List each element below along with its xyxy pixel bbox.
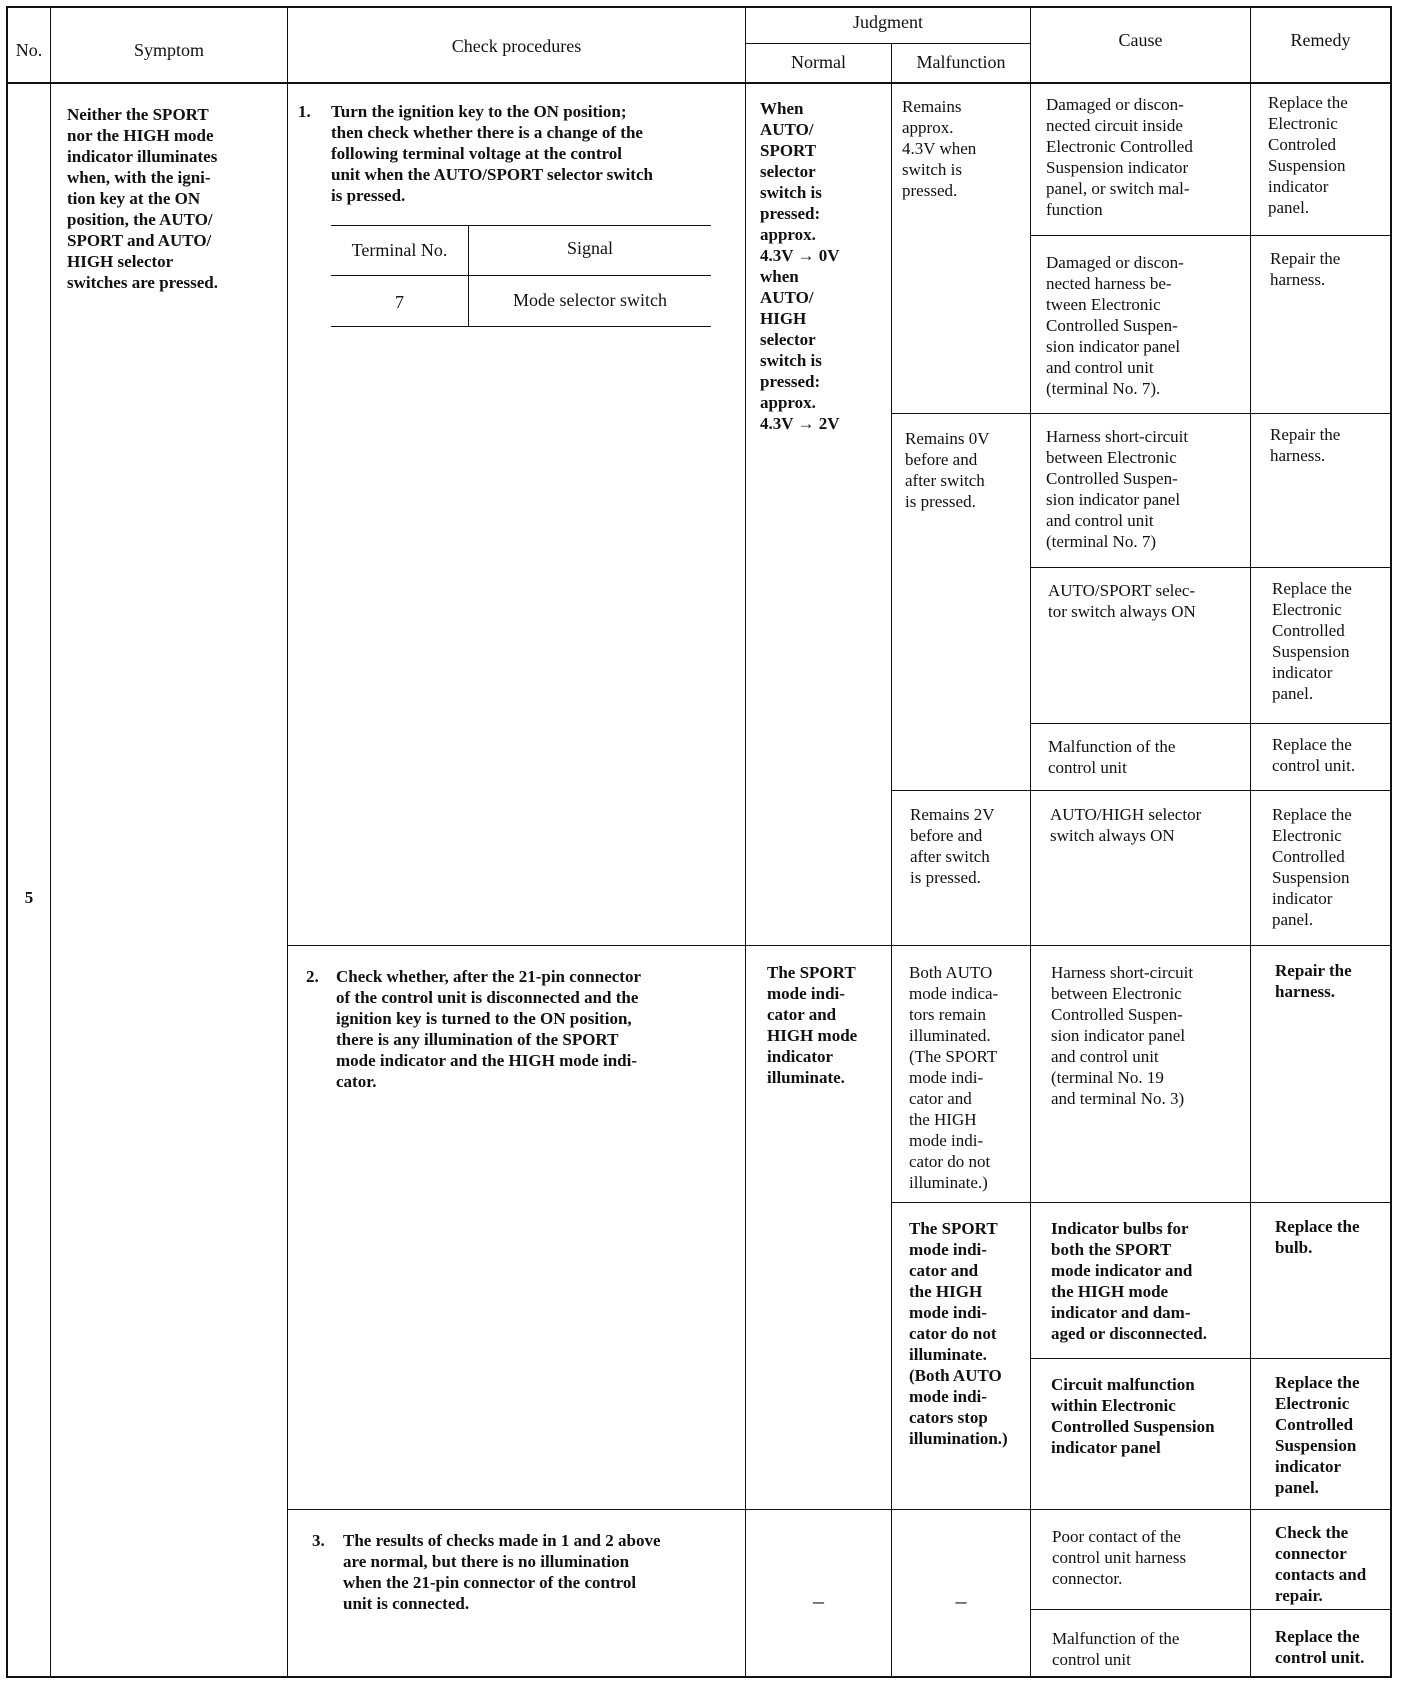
table-border-top (6, 6, 1392, 8)
cause-divider-2 (1030, 567, 1392, 568)
header-normal: Normal (791, 52, 846, 72)
check-1-remedy-4: Replace the Electronic Controlled Suspension indicator panel. (1272, 579, 1352, 703)
header-divider (6, 82, 1392, 84)
check-3-malfunction: – (955, 1588, 967, 1613)
header-cause: Cause (1118, 30, 1163, 50)
terminal-header-signal: Signal (566, 238, 613, 258)
malfunction-divider-1 (891, 413, 1392, 414)
header-malfunction: Malfunction (916, 52, 1006, 72)
table-border-bottom (6, 1676, 1392, 1678)
table-border-left (6, 6, 8, 1678)
check-3-remedy-2: Replace the control unit. (1275, 1627, 1365, 1667)
col-divider-symptom (287, 6, 288, 1678)
col-divider-malfunction (1030, 6, 1031, 1678)
check-2-cause-3: Circuit malfunction within Electronic Controlled Suspension indicator panel (1051, 1375, 1215, 1457)
header-no: No. (15, 40, 43, 60)
check-3-cause-1: Poor contact of the control unit harness connector. (1052, 1527, 1187, 1588)
check-1-remedy-2: Repair the harness. (1270, 249, 1341, 289)
col-divider-cause (1250, 6, 1251, 1678)
header-symptom: Symptom (133, 40, 204, 60)
check-1-cause-6: AUTO/HIGH selector switch always ON (1050, 805, 1202, 845)
check-2-cause-2: Indicator bulbs for both the SPORT mode indicator and the HIGH mode indicator and dam- aged or disconnected. (1051, 1219, 1207, 1343)
check-2-text: Check whether, after the 21-pin connector of the control unit is disconnected and the ignition key is turned to the ON position, there is any illumination of the SPORT mode indicator and the HIGH mode indi- cator. (336, 967, 642, 1091)
check-1-cause-3: Harness short-circuit between Electronic Controlled Suspen- sion indicator panel and control unit (terminal No. 7) (1046, 427, 1189, 551)
section-divider-3 (287, 1509, 1392, 1510)
row-number: 5 (24, 888, 34, 907)
check-1-remedy-3: Repair the harness. (1270, 425, 1341, 465)
table-border-right (1390, 6, 1392, 1678)
col-divider-no (50, 6, 51, 1678)
check-2-number: 2. (306, 967, 319, 986)
col-divider-normal (891, 44, 892, 1678)
cause-divider-1 (1030, 235, 1392, 236)
check-3-cause-2: Malfunction of the control unit (1052, 1629, 1180, 1669)
check-2-cause-1: Harness short-circuit between Electronic Controlled Suspen- sion indicator panel and control unit (terminal No. 19 and terminal No. 3) (1051, 963, 1194, 1108)
check-2-malfunction-2: The SPORT mode indi- cator and the HIGH mode indi- cator do not illuminate. (Both AUTO mode indi- cators stop illumination.) (909, 1219, 1008, 1448)
check-2-remedy-2: Replace the bulb. (1275, 1217, 1360, 1257)
check-1-remedy-5: Replace the control unit. (1272, 735, 1356, 775)
col-divider-check (745, 6, 746, 1678)
check-2-normal: The SPORT mode indi- cator and HIGH mode indicator illuminate. (767, 963, 858, 1087)
check-3-remedy-1: Check the connector contacts and repair. (1275, 1523, 1367, 1605)
check-2-remedy-3: Replace the Electronic Controlled Suspension indicator panel. (1275, 1373, 1360, 1497)
symptom-text: Neither the SPORT nor the HIGH mode indicator illuminates when, with the igni- tion key at the ON position, the AUTO/ SPORT and AUTO/ HIGH selector switches are pressed. (67, 105, 218, 292)
check-1-malfunction-2: Remains 0V before and after switch is pressed. (905, 429, 990, 511)
check-1-cause-2: Damaged or discon- nected harness be- tween Electronic Controlled Suspen- sion indicator panel and control unit (terminal No. 7). (1046, 253, 1184, 398)
check-1-remedy-1: Replace the Electronic Controled Suspension indicator panel. (1268, 93, 1348, 217)
check-1-malfunction-1: Remains approx. 4.3V when switch is pressed. (902, 97, 977, 200)
judgment-divider (745, 43, 1030, 44)
terminal-header-no: Terminal No. (351, 240, 448, 260)
terminal-signal: Mode selector switch (513, 290, 667, 310)
check-3-text: The results of checks made in 1 and 2 above are normal, but there is no illumination when the 21-pin connector of the control unit is connected. (343, 1531, 661, 1613)
check-1-cause-5: Malfunction of the control unit (1048, 737, 1176, 777)
malfunction-divider-3 (891, 1202, 1392, 1203)
header-judgment: Judgment (853, 12, 923, 32)
check-1-malfunction-3: Remains 2V before and after switch is pressed. (910, 805, 995, 887)
malfunction-divider-2 (891, 790, 1392, 791)
section-divider-2 (287, 945, 1392, 946)
check-2-remedy-1: Repair the harness. (1275, 961, 1352, 1001)
check-1-number: 1. (298, 102, 311, 121)
cause-divider-3 (1030, 723, 1392, 724)
check-3-normal: – (813, 1588, 824, 1613)
check-1-cause-4: AUTO/SPORT selec- tor switch always ON (1048, 581, 1196, 621)
check-3-number: 3. (312, 1531, 325, 1550)
terminal-table-mid (331, 275, 711, 276)
terminal-number: 7 (395, 292, 404, 312)
header-remedy: Remedy (1290, 30, 1351, 50)
check-1-cause-1: Damaged or discon- nected circuit inside Electronic Controlled Suspension indicator panel, or switch mal- function (1046, 95, 1193, 219)
check-1-normal: When AUTO/ SPORT selector switch is pressed: approx. 4.3V → 0V when AUTO/ HIGH selector switch is pressed: approx. 4.3V → 2V (760, 99, 840, 433)
terminal-table-bottom (331, 326, 711, 327)
check-1-remedy-6: Replace the Electronic Controlled Suspension indicator panel. (1272, 805, 1352, 929)
header-check-procedures: Check procedures (451, 36, 582, 56)
check-1-text: Turn the ignition key to the ON position; then check whether there is a change of the following terminal voltage at the control unit when the AUTO/SPORT selector switch is pressed. (331, 102, 653, 205)
check-2-malfunction-1: Both AUTO mode indica- tors remain illuminated. (The SPORT mode indi- cator and the HIGH mode indi- cator do not illuminate.) (909, 963, 999, 1192)
terminal-table-top (331, 225, 711, 226)
cause-divider-4 (1030, 1358, 1392, 1359)
cause-divider-5 (1030, 1609, 1392, 1610)
